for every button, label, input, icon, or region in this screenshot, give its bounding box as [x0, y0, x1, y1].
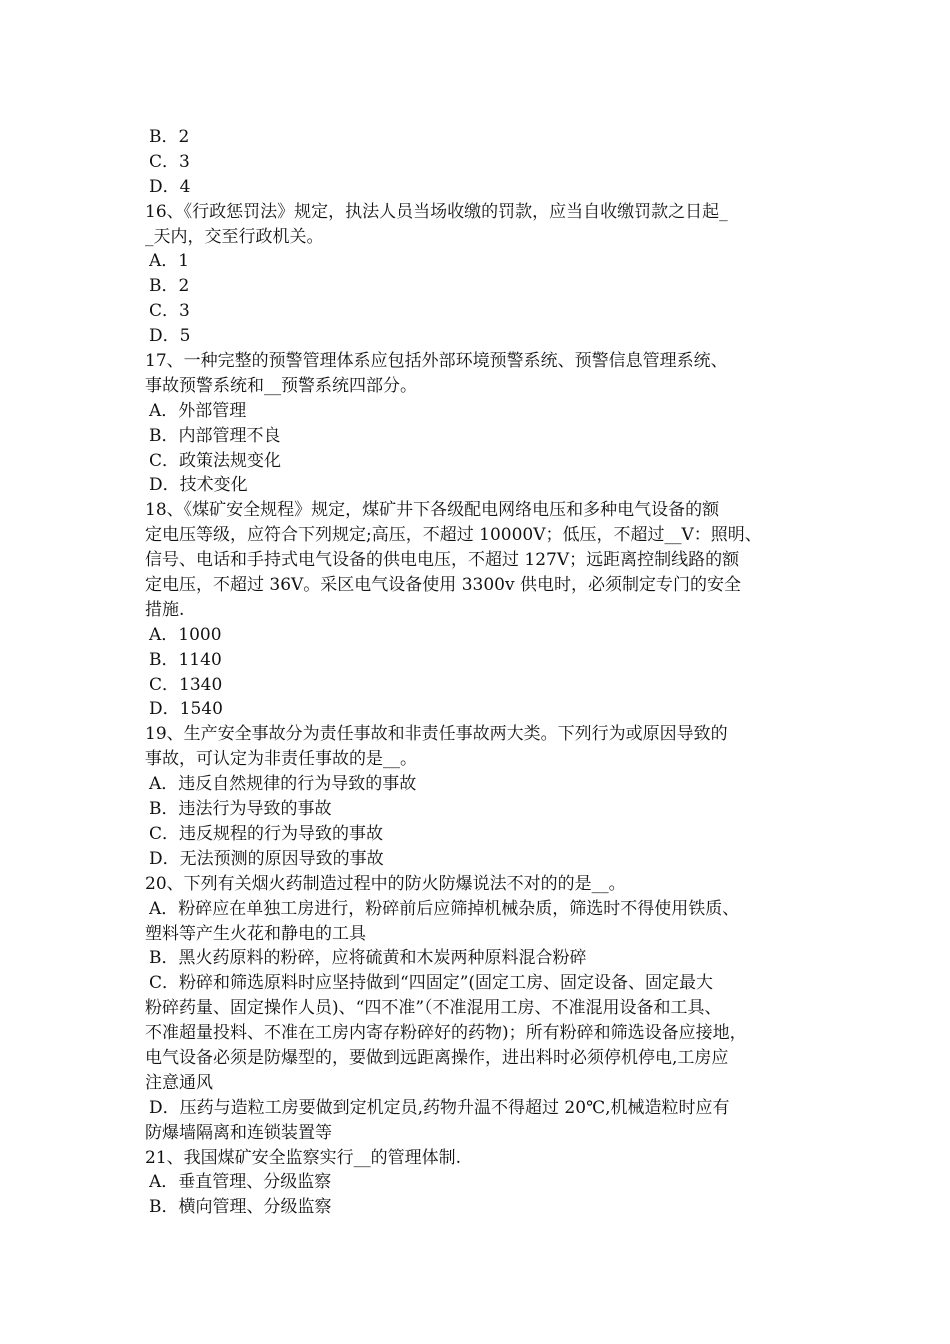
answer-option-line: C．1340 [149, 674, 223, 695]
answer-option-line: D．4 [149, 176, 191, 197]
answer-option-line: B．1140 [149, 649, 222, 670]
question-text-line: 不准超量投料、不准在工房内寄存粉碎好的药物)；所有粉碎和筛选设备应接地， [145, 1023, 747, 1044]
question-text-line: 21、我国煤矿安全监察实行__的管理体制. [145, 1147, 462, 1168]
question-text-line: 措施. [145, 599, 185, 620]
question-text-line: 16、《行政惩罚法》规定，执法人员当场收缴的罚款，应当自收缴罚款之日起_ [145, 201, 728, 222]
answer-option-line: B．横向管理、分级监察 [149, 1197, 332, 1218]
answer-option-line: B．违法行为导致的事故 [149, 799, 332, 820]
answer-option-line: C．3 [149, 151, 190, 172]
answer-option-line: A．外部管理 [149, 400, 247, 421]
answer-option-line: C．粉碎和筛选原料时应坚持做到“四固定”(固定工房、固定设备、固定最大 [149, 973, 714, 994]
answer-option-line: A．垂直管理、分级监察 [149, 1172, 332, 1193]
answer-option-line: B．2 [149, 276, 190, 297]
question-text-line: 粉碎药量、固定操作人员)、“四不准”（不准混用工房、不准混用设备和工具、 [145, 998, 722, 1019]
answer-option-line: B．2 [149, 127, 190, 147]
answer-option-line: B．内部管理不良 [149, 425, 281, 446]
question-text-line: 19、生产安全事故分为责任事故和非责任事故两大类。下列行为或原因导致的 [145, 724, 728, 745]
answer-option-line: D．无法预测的原因导致的事故 [149, 848, 384, 869]
question-text-line: 塑料等产生火花和静电的工具 [145, 923, 366, 944]
question-text-line: _天内，交至行政机关。 [145, 226, 324, 247]
question-text-line: 事故预警系统和__预警系统四部分。 [145, 375, 417, 396]
answer-option-line: C．3 [149, 301, 190, 322]
answer-option-line: A．1 [149, 251, 190, 272]
answer-option-line: A．1000 [149, 624, 222, 645]
question-text-line: 信号、电话和手持式电气设备的供电电压，不超过 127V；远距离控制线路的额 [145, 550, 740, 571]
answer-option-line: A．粉碎应在单独工房进行，粉碎前后应筛掉机械杂质，筛选时不得使用铁质、 [149, 898, 740, 919]
document-body [145, 125, 813, 1220]
answer-option-line: C．违反规程的行为导致的事故 [149, 823, 384, 844]
answer-option-line: A．违反自然规律的行为导致的事故 [149, 774, 417, 795]
answer-option-line: C．政策法规变化 [149, 450, 282, 471]
question-text-line: 事故，可认定为非责任事故的是__。 [145, 749, 417, 770]
question-text-line: 电气设备必须是防爆型的，要做到远距离操作，进出料时必须停机停电,工房应 [145, 1047, 729, 1068]
answer-option-line: D．1540 [149, 699, 223, 720]
answer-option-line: D．5 [149, 326, 191, 347]
question-text-line: 注意通风 [145, 1072, 213, 1093]
answer-option-line: D．技术变化 [149, 475, 248, 496]
question-text-line: 17、一种完整的预警管理体系应包括外部环境预警系统、预警信息管理系统、 [145, 351, 728, 372]
question-text-line: 防爆墙隔离和连锁装置等 [145, 1122, 332, 1143]
question-text-line: 20、下列有关烟火药制造过程中的防火防爆说法不对的的是__。 [145, 873, 626, 894]
answer-option-line: B．黑火药原料的粉碎，应将硫黄和木炭两种原料混合粉碎 [149, 948, 587, 969]
question-text-line: 定电压等级，应符合下列规定;高压，不超过 10000V；低压，不超过__V：照明、 [145, 525, 762, 546]
answer-option-line: D．压药与造粒工房要做到定机定员,药物升温不得超过 20℃,机械造粒时应有 [149, 1097, 730, 1118]
question-text-line: 18、《煤矿安全规程》规定，煤矿井下各级配电网络电压和多种电气设备的额 [145, 500, 720, 521]
question-text-line: 定电压，不超过 36V。采区电气设备使用 3300v 供电时，必须制定专门的安全 [145, 575, 741, 596]
